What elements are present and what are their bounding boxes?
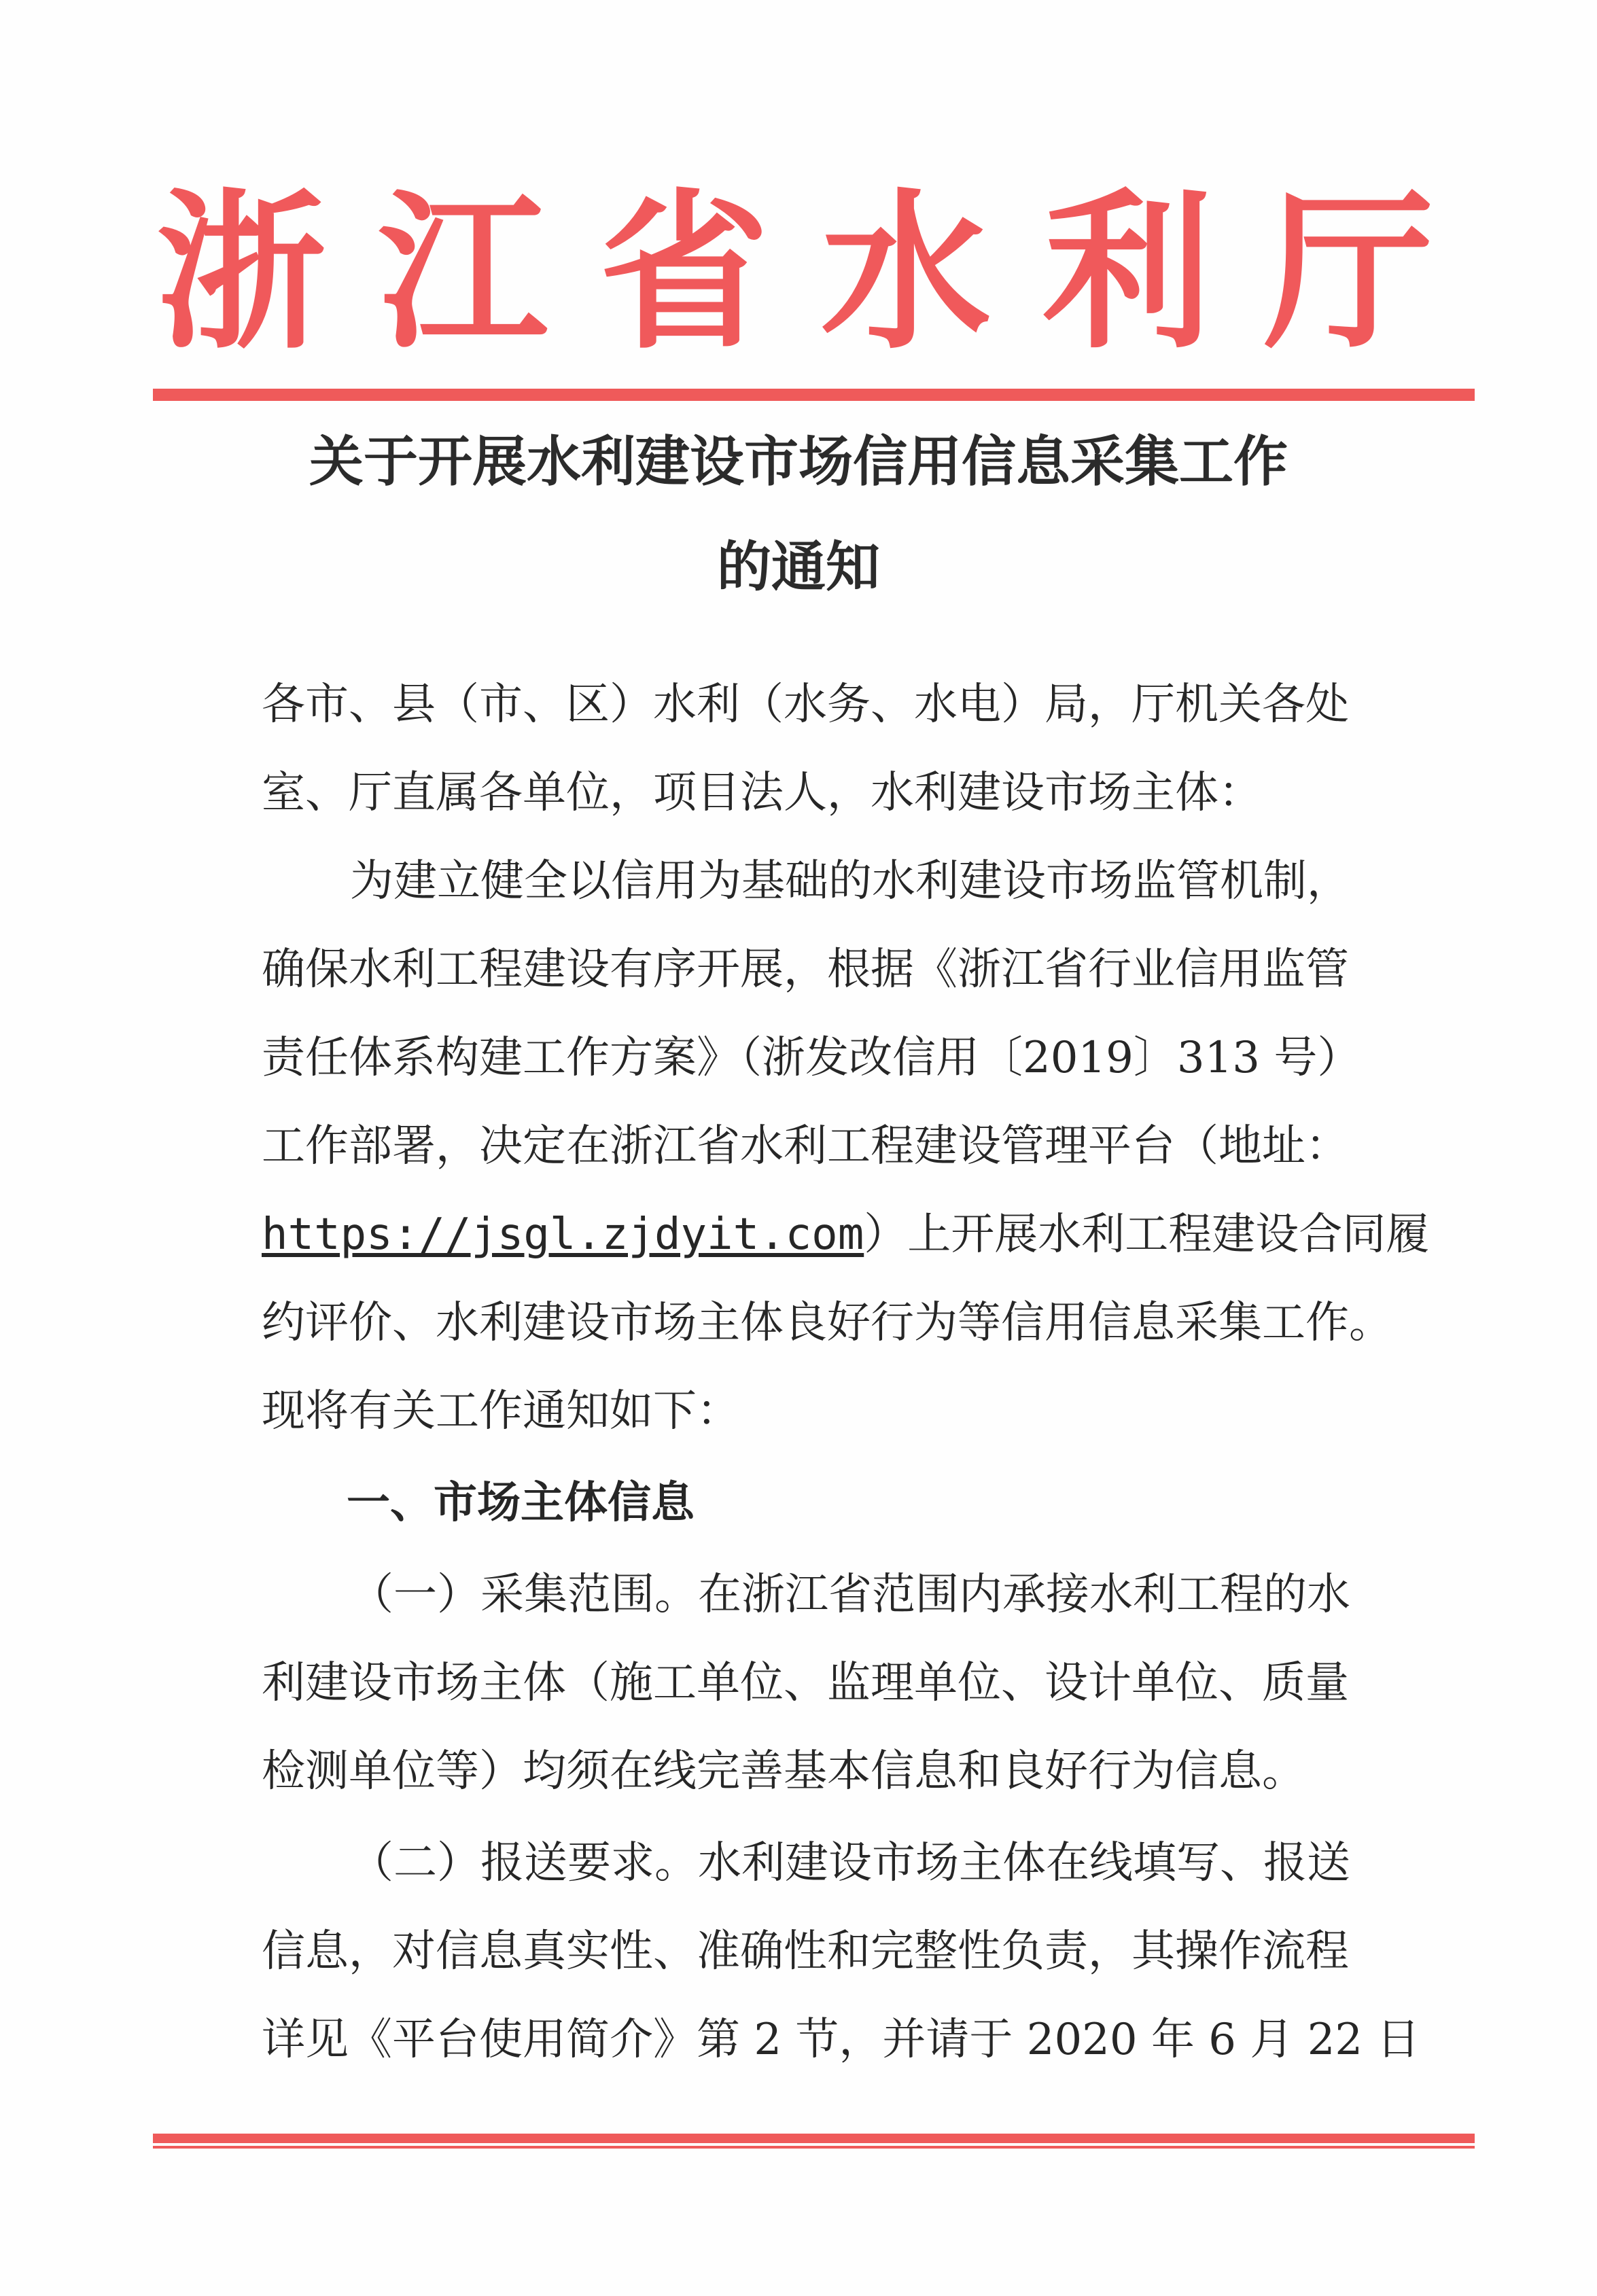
item-2-line-3: 详见《平台使用简介》第 2 节，并请于 2020 年 6 月 22 日 — [262, 2015, 1420, 2065]
item-1-line-1: （一）采集范围。在浙江省范围内承接水利工程的水 — [350, 1570, 1350, 1620]
masthead-char: 厅 — [1264, 172, 1434, 372]
masthead-char: 江 — [378, 172, 548, 372]
paragraph-1-line-6: 约评价、水利建设市场主体良好行为等信用信息采集工作。 — [262, 1298, 1392, 1348]
paragraph-1-line-3: 责任体系构建工作方案》（浙发改信用〔2019〕313 号） — [262, 1033, 1361, 1083]
masthead-char: 省 — [599, 172, 769, 372]
item-1-line-2: 利建设市场主体（施工单位、监理单位、设计单位、质量 — [262, 1658, 1349, 1708]
addressee-line-1: 各市、县（市、区）水利（水务、水电）局，厅机关各处 — [262, 679, 1349, 730]
masthead-char: 水 — [821, 172, 991, 372]
item-2-line-1: （二）报送要求。水利建设市场主体在线填写、报送 — [350, 1838, 1350, 1888]
masthead-divider — [153, 389, 1475, 401]
platform-url-link[interactable]: https://jsgl.zjdyit.com — [262, 1209, 864, 1260]
paragraph-1-line-2: 确保水利工程建设有序开展，根据《浙江省行业信用监管 — [262, 944, 1349, 995]
section-1-heading: 一、市场主体信息 — [347, 1478, 695, 1528]
paragraph-1-line-5 — [262, 1209, 1430, 1260]
paragraph-1-line-5-text: ）上开展水利工程建设合同履 — [864, 1209, 1430, 1260]
masthead-char: 利 — [1042, 172, 1212, 372]
masthead-title — [156, 170, 1434, 374]
footer-divider-thin — [153, 2146, 1475, 2149]
document-title-line-1: 关于开展水利建设市场信用信息采集工作 — [309, 430, 1288, 493]
masthead-char: 浙 — [156, 172, 326, 372]
paragraph-1-line-7: 现将有关工作通知如下： — [262, 1386, 740, 1436]
footer-divider — [153, 2134, 1475, 2143]
document-title-line-2: 的通知 — [717, 535, 880, 599]
item-1-line-3: 检测单位等）均须在线完善基本信息和良好行为信息。 — [262, 1746, 1305, 1797]
paragraph-1-line-4: 工作部署，决定在浙江省水利工程建设管理平台（地址： — [262, 1121, 1349, 1171]
paragraph-1-line-1: 为建立健全以信用为基础的水利建设市场监管机制， — [350, 856, 1350, 906]
addressee-line-2: 室、厅直属各单位，项目法人，水利建设市场主体： — [262, 768, 1262, 818]
item-2-line-2: 信息，对信息真实性、准确性和完整性负责，其操作流程 — [262, 1926, 1349, 1977]
